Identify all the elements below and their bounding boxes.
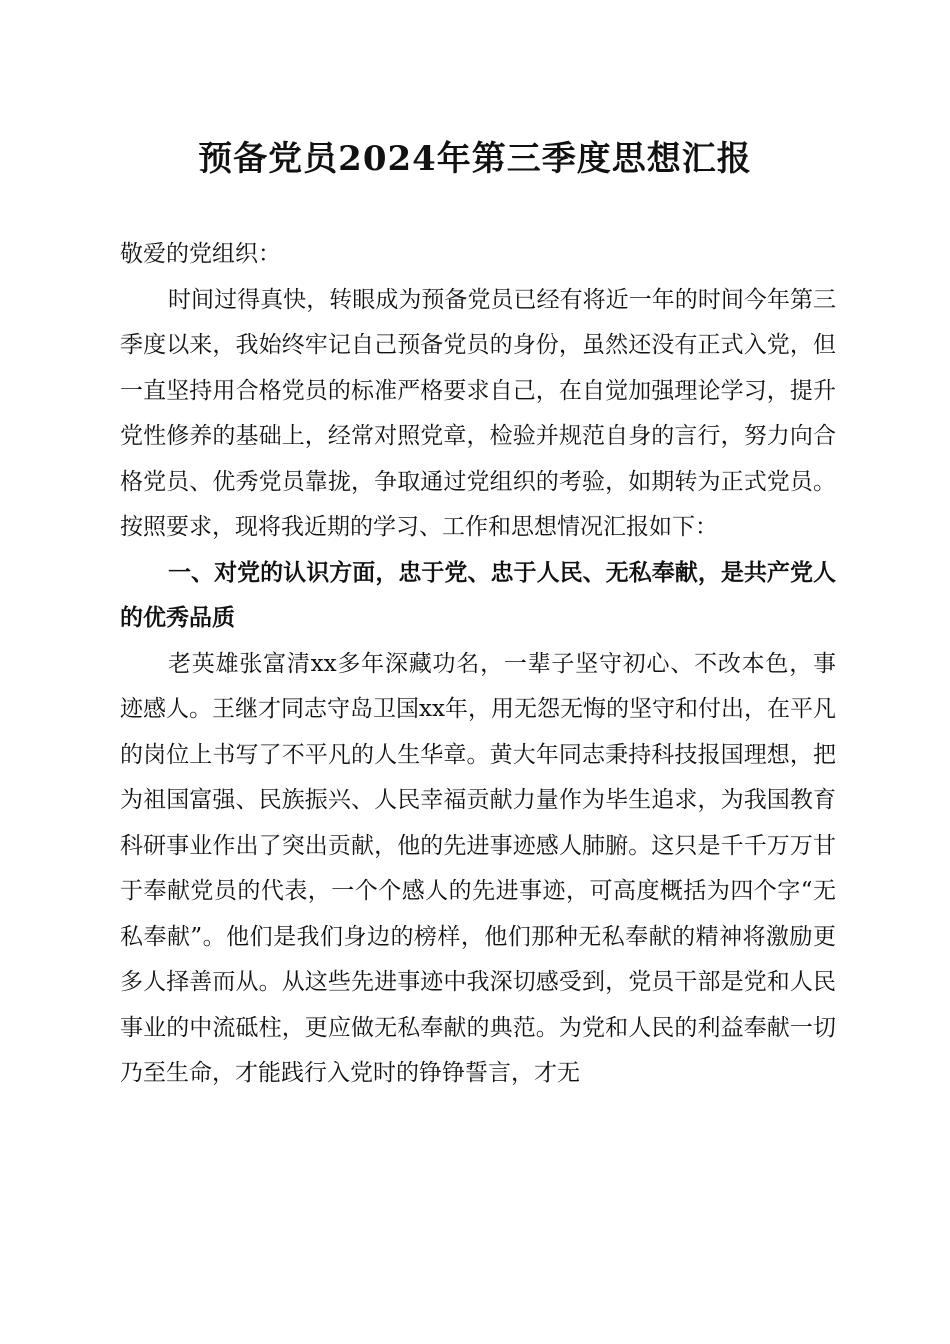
section-1-paragraph: 老英雄张富清xx多年深藏功名，一辈子坚守初心、不改本色，事迹感人。王继才同志守岛卫国xx年，用无怨无悔的坚守和付出，在平凡的岗位上书写了不平凡的人生华章。黄大年同志秉持科技报国理想，把为祖国富强、民族振兴、人民幸福贡献力量作为毕生追求，为我国教育科研事业作出了突出贡献，他的先进事迹感人肺腑。这只是千千万万甘于奉献党员的代表，一个个感人的先进事迹，可高度概括为四个字“无私奉献”。他们是我们身边的榜样，他们那种无私奉献的精神将激励更多人择善而从。从这些先进事迹中我深切感受到，党员干部是党和人民事业的中流砥柱，更应做无私奉献的典范。为党和人民的利益奉献一切乃至生命，才能践行入党时的铮铮誓言，才无: [120, 650, 836, 1086]
intro-paragraph: 时间过得真快，转眼成为预备党员已经有将近一年的时间今年第三季度以来，我始终牢记自己预备党员的身份，虽然还没有正式入党，但一直坚持用合格党员的标准严格要求自己，在自觉加强理论学习，提升党性修养的基础上，经常对照党章，检验并规范自身的言行，努力向合格党员、优秀党员靠拢，争取通过党组织的考验，如期转为正式党员。按照要求，现将我近期的学习、工作和思想情况汇报如下：: [120, 286, 836, 540]
document-title: 预备党员2024年第三季度思想汇报: [198, 139, 752, 179]
document-body: [120, 232, 836, 1097]
section-1-heading: 一、对党的认识方面，忠于党、忠于人民、无私奉献，是共产党人的优秀品质: [120, 559, 836, 631]
salutation: 敬爱的党组织：: [120, 241, 281, 267]
